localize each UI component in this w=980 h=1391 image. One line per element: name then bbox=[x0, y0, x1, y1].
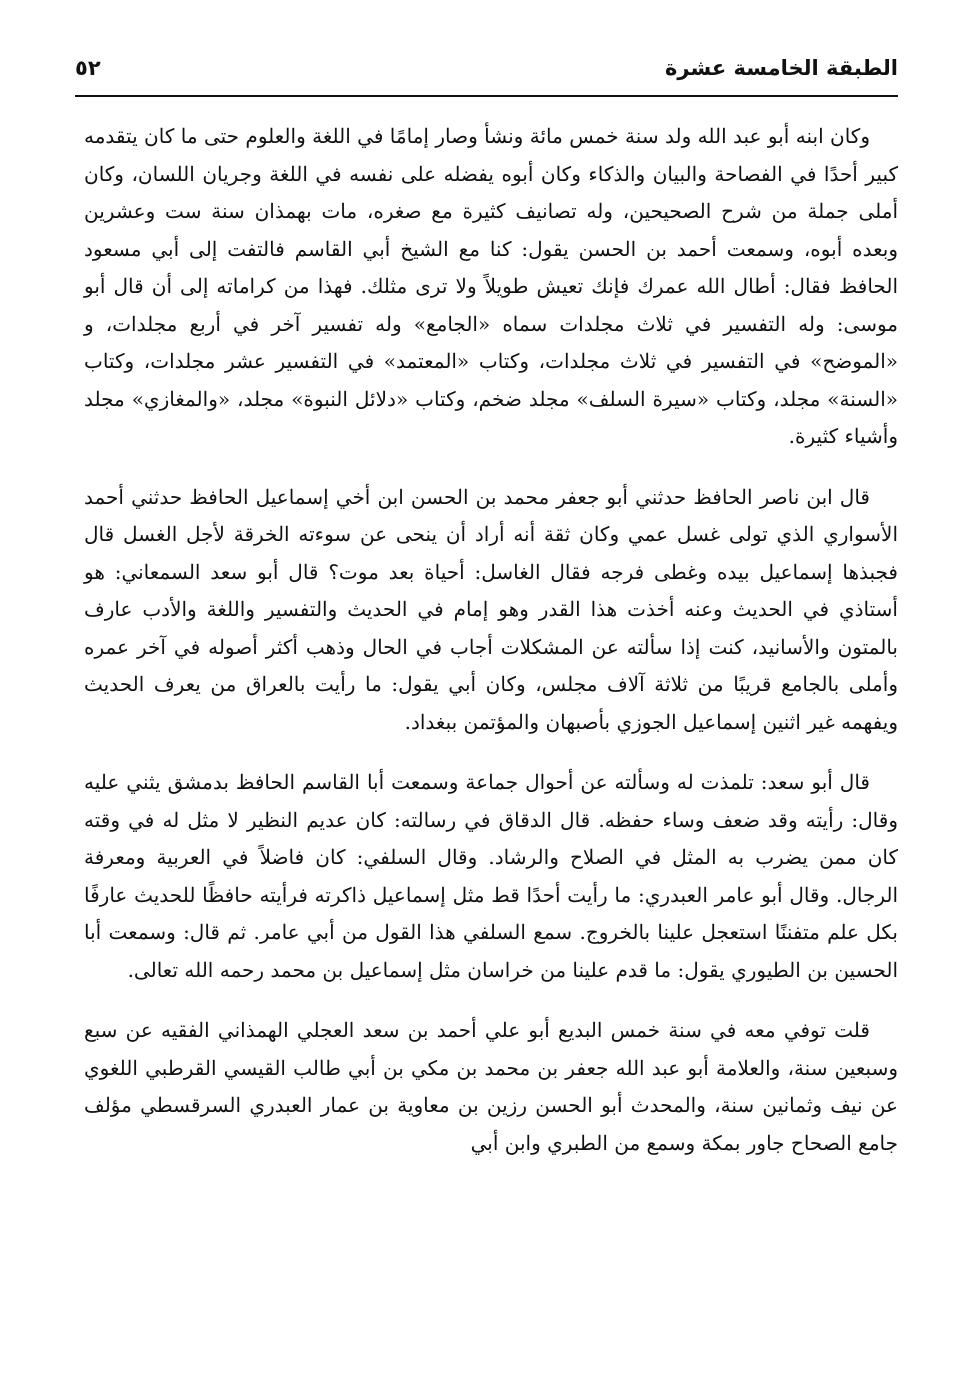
running-header bbox=[75, 52, 898, 92]
paragraph-2: قال ابن ناصر الحافظ حدثني أبو جعفر محمد بن الحسن ابن أخي إسماعيل الحافظ حدثني أحمد الأسواري الذي تولى غسل عمي وكان ثقة أنه أراد أن ينحى عن سوءته الخرقة لأجل الغسل قال فجبذها إسماعيل بيده وغطى فرجه فقال الغاسل: أحياة بعد موت؟ قال أبو سعد السمعاني: هو أستاذي في الحديث وعنه أخذت هذا القدر وهو إمام في الحديث والتفسير واللغة والأدب عارف بالمتون والأسانيد، كنت إذا سألته عن المشكلات أجاب في الحال وذهب أكثر أصوله في آخر عمره وأملى بالجامع قريبًا من ثلاثة آلاف مجلس، وكان أبي يقول: ما رأيت بالعراق من يعرف الحديث ويفهمه غير اثنين إسماعيل الجوزي بأصبهان والمؤتمن ببغداد. bbox=[84, 484, 898, 734]
body-text bbox=[84, 118, 898, 1185]
paragraph-4: قلت توفي معه في سنة خمس البديع أبو علي أحمد بن سعد العجلي الهمذاني الفقيه عن سبع وسبعين سنة، والعلامة أبو عبد الله جعفر بن محمد بن مكي بن أبي طالب القيسي القرطبي اللغوي عن نيف وثمانين سنة، والمحدث أبو الحسن رزين بن معاوية بن عمار العبدري السرقسطي مؤلف جامع الصحاح جاور بمكة وسمع من الطبري وابن أبي bbox=[84, 1018, 898, 1155]
header-title: الطبقة الخامسة عشرة bbox=[665, 56, 898, 80]
page-number: ٥٢ bbox=[75, 56, 101, 80]
paragraph-1: وكان ابنه أبو عبد الله ولد سنة خمس مائة ونشأ وصار إمامًا في اللغة والعلوم حتى ما كان يتقدمه كبير أحدًا في الفصاحة والبيان والذكاء وكان أبوه يفضله على نفسه في اللغة وجريان اللسان، وكان أملى جملة من شرح الصحيحين، وله تصانيف كثيرة مع صغره، مات بهمذان سنة ست وعشرين وبعده أبوه، وسمعت أحمد بن الحسن يقول: كنا مع الشيخ أبي القاسم فالتفت إلى أبي مسعود الحافظ فقال: أطال الله عمرك فإنك تعيش طويلاً ولا ترى مثلك. فهذا من كراماته إلى أن قال أبو موسى: وله التفسير في ثلاث مجلدات سماه «الجامع» وله تفسير آخر في أربع مجلدات، و «الموضح» في التفسير في ثلاث مجلدات، وكتاب «المعتمد» في التفسير عشر مجلدات، وكتاب «السنة» مجلد، وكتاب «سيرة السلف» مجلد ضخم، وكتاب «دلائل النبوة» مجلد، «والمغازي» مجلد وأشياء كثيرة. bbox=[84, 124, 899, 448]
header-divider bbox=[75, 95, 898, 97]
paragraph-3: قال أبو سعد: تلمذت له وسألته عن أحوال جماعة وسمعت أبا القاسم الحافظ بدمشق يثني عليه وقال: رأيته وقد ضعف وساء حفظه. قال الدقاق في رسالته: كان عديم النظير لا مثل له في وقته كان ممن يضرب به المثل في الصلاح والرشاد. وقال السلفي: كان فاضلاً في العربية ومعرفة الرجال. وقال أبو عامر العبدري: ما رأيت أحدًا قط مثل إسماعيل ذاكرته فرأيته حافظًا للحديث عارفًا بكل علم متفننًا استعجل علينا بالخروج. سمع السلفي هذا القول من أبي عامر. ثم قال: وسمعت أبا الحسين بن الطيوري يقول: ما قدم علينا من خراسان مثل إسماعيل بن محمد رحمه الله تعالى. bbox=[84, 770, 898, 982]
